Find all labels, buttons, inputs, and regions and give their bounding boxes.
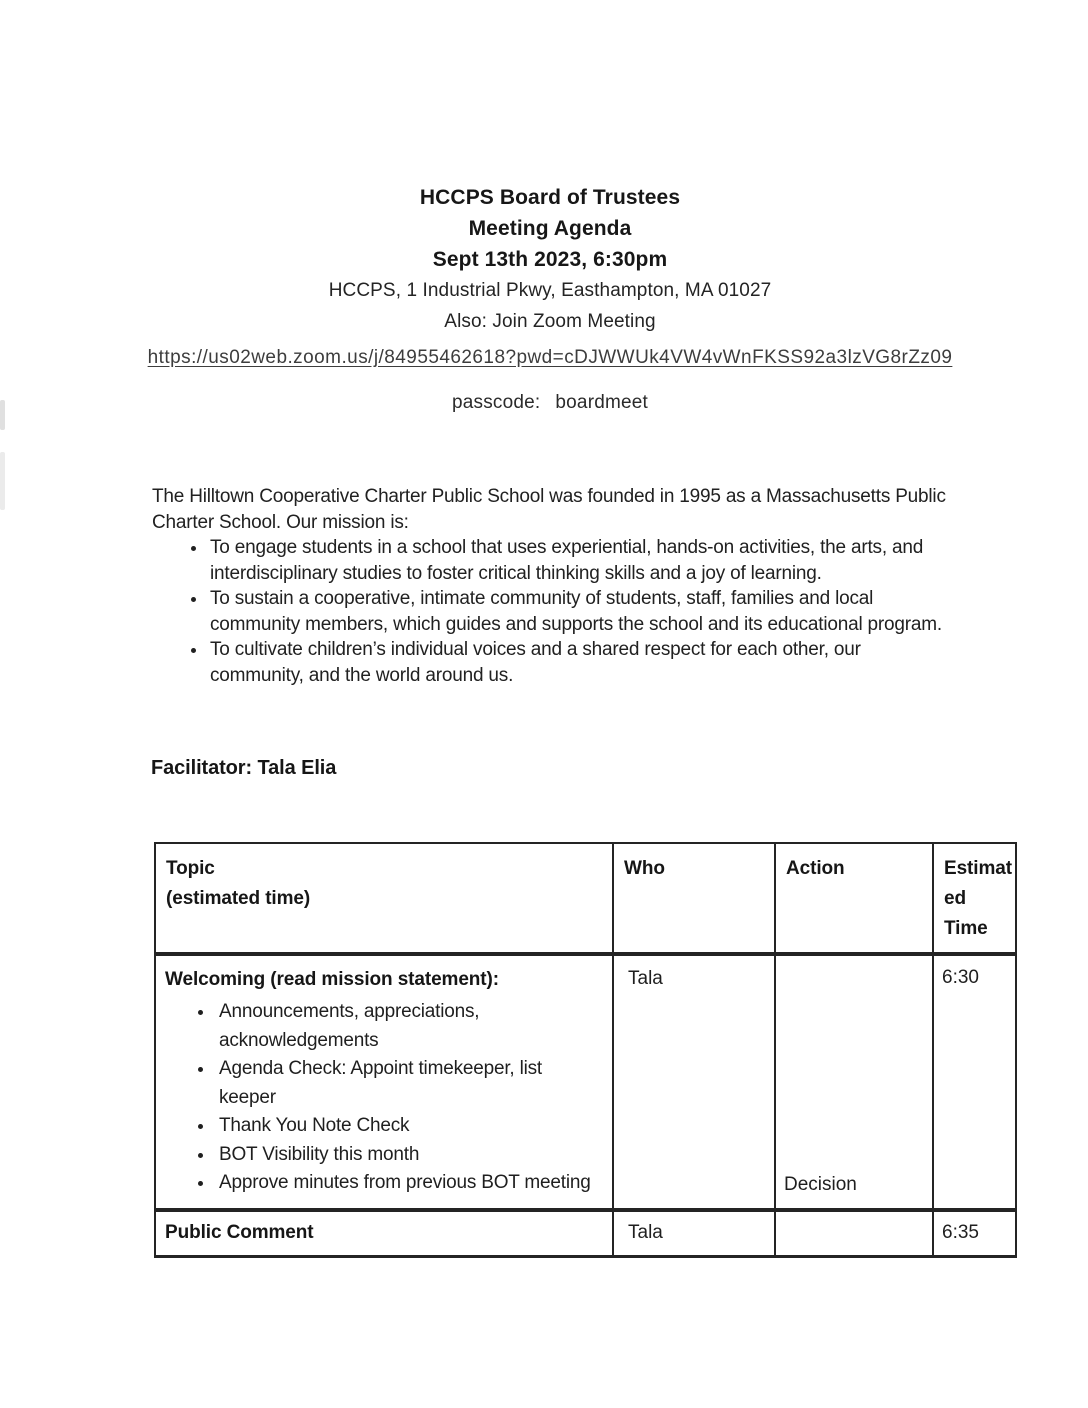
topic-bullet: • Approve minutes from previous BOT meeting [215,1169,602,1198]
action-cell [775,1210,933,1257]
doc-subtitle: Meeting Agenda [468,217,632,240]
table-header-row [155,843,1016,954]
topic-cell [155,954,613,1210]
zoom-url-row [6,347,1088,369]
mission-bullet: • To cultivate children’s individual voices and a shared respect for each other, our community, and the world around us. [208,637,952,688]
col-header-estimated-time [933,843,1016,954]
topic-bullet: • Agenda Check: Appoint timekeeper, list keeper [215,1055,602,1112]
col-header-estimated-time-line2: ed Time [944,888,988,939]
action-value: Decision [784,1173,857,1195]
zoom-invite-line: Also: Join Zoom Meeting [444,311,656,332]
mission-bullet-list [152,535,952,688]
mission-bullet: • To engage students in a school that uses experiential, hands-on activities, the arts, and interdisciplinary studies to foster critical thinking skills and a joy of learning. [208,535,952,586]
doc-location: HCCPS, 1 Industrial Pkwy, Easthampton, MA 01027 [328,280,772,301]
topic-cell: Public Comment [155,1210,613,1257]
col-header-action-line1: Action [786,858,845,879]
topic-bullet: • BOT Visibility this month [215,1141,602,1170]
passcode-value: boardmeet [555,392,649,413]
topic-bullet: • Announcements, appreciations, acknowledgements [215,998,602,1055]
table-row-welcoming [155,954,1016,1210]
time-cell: 6:35 [933,1210,1016,1257]
doc-header [6,182,1088,337]
table-row-public-comment [155,1210,1016,1257]
action-cell [775,954,933,1210]
passcode-line [6,392,1088,414]
scan-artifact [0,400,5,430]
col-header-topic [155,843,613,954]
col-header-topic-line2: (estimated time) [166,888,311,909]
col-header-who [613,843,775,954]
col-header-action [775,843,933,954]
col-header-estimated-time-line1: Estimat [944,858,1012,879]
col-header-who-line1: Who [624,858,665,879]
agenda-table [154,842,1017,1258]
topic-title: Welcoming (read mission statement): [165,969,499,990]
facilitator-line: Facilitator: Tala Elia [151,757,337,779]
zoom-meeting-link[interactable]: https://us02web.zoom.us/j/84955462618?pwd=cDJWWUk4VW4vWnFKSS92a3lzVG8rZz09 [147,347,953,368]
who-cell: Tala [613,1210,775,1257]
mission-statement [152,484,952,688]
col-header-topic-line1: Topic [166,858,215,879]
topic-bullet: • Thank You Note Check [215,1112,602,1141]
topic-bullet-list [165,998,602,1198]
doc-datetime: Sept 13th 2023, 6:30pm [432,248,668,271]
mission-intro: The Hilltown Cooperative Charter Public School was founded in 1995 as a Massachusetts Public Charter School. Our mission is: [152,486,946,533]
scan-artifact [0,452,5,510]
time-cell: 6:30 [933,954,1016,1210]
who-cell: Tala [613,954,775,1210]
mission-bullet: • To sustain a cooperative, intimate community of students, staff, families and local community members, which guides and supports the school and its educational program. [208,586,952,637]
passcode-label: passcode: [451,392,541,413]
doc-title: HCCPS Board of Trustees [419,186,681,209]
